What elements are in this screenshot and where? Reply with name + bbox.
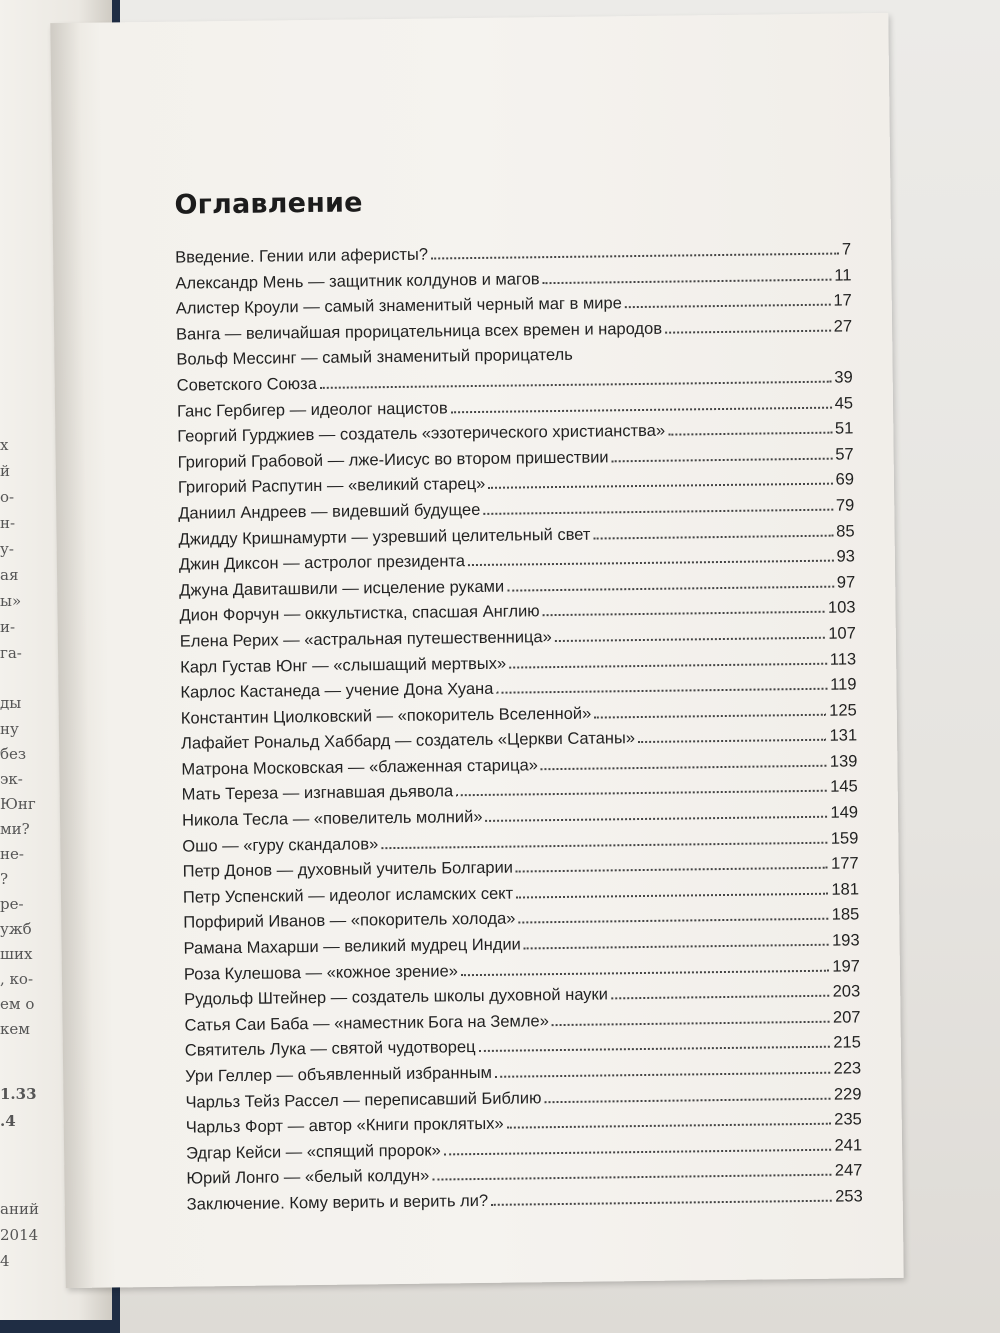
toc-entry-page: 247 (834, 1161, 863, 1181)
toc-entry-title: Александр Мень — защитник колдунов и магов (175, 269, 540, 293)
left-page-fragment: ми? (0, 820, 30, 838)
toc-dot-leader (544, 1097, 831, 1103)
toc-entry-page: 185 (831, 905, 860, 925)
toc-entry-page: 149 (830, 803, 859, 822)
left-page-fragment: эк- (0, 770, 23, 788)
toc-entry-title: Роза Кулешова — «кожное зрение» (183, 961, 459, 984)
left-page-fragment: 4 (0, 1252, 10, 1270)
toc-entry-title: Даниил Андреев — видевший будущее (178, 500, 481, 523)
toc-entry-title: Лафайет Рональд Хаббард — создатель «Церкви Сатаны» (181, 729, 636, 753)
toc-entry-title: Чарльз Форт — автор «Книги проклятых» (185, 1114, 504, 1137)
toc-entry-title: Святитель Лука — святой чудотворец (184, 1038, 476, 1061)
left-page-fragment: , ко- (0, 970, 34, 988)
right-page (50, 13, 903, 1288)
toc-entry-page: 45 (834, 393, 854, 413)
toc-entry-page: 85 (836, 521, 855, 541)
toc-entry-page: 131 (829, 726, 858, 745)
toc-entry-title: Эдгар Кейси — «спящий пророк» (186, 1141, 441, 1163)
toc-entry-page: 103 (827, 598, 856, 618)
toc-dot-leader (488, 483, 832, 489)
toc-entry-title: Никола Тесла — «повелитель молний» (181, 808, 483, 830)
toc-dot-leader (444, 1148, 832, 1155)
toc-dot-leader (543, 278, 832, 284)
left-page-fragment: .4 (0, 1112, 16, 1130)
left-page-fragment: ды (0, 694, 22, 712)
left-page-fragment: ре- (0, 895, 24, 913)
toc-dot-leader (611, 995, 830, 1000)
toc-dot-leader (456, 790, 827, 797)
toc-dot-leader (594, 713, 826, 718)
left-page-fragment: н- (0, 514, 16, 532)
left-page-fragment: без (0, 745, 27, 763)
toc-entry-title: Юрий Лонго — «белый колдун» (186, 1166, 430, 1188)
toc-entry-page: 79 (835, 496, 855, 515)
toc-entry-page: 253 (835, 1187, 863, 1206)
left-page-fragment: х (0, 436, 9, 454)
toc-entry-title: Порфирий Иванов — «покоритель холода» (183, 909, 516, 933)
toc-entry-title: Джидду Кришнамурти — узревший целительный свет (178, 525, 591, 549)
toc-dot-leader (320, 381, 831, 389)
toc-dot-leader (491, 1200, 832, 1206)
toc-entry-page: 113 (829, 649, 857, 669)
toc-entry-page: 39 (834, 368, 853, 387)
left-page-fragment: ших (0, 945, 33, 963)
toc-entry-title: Джуна Давиташвили — исцеление руками (179, 577, 505, 600)
toc-entry-page: 235 (834, 1110, 862, 1129)
left-page-fragment: га- (0, 644, 22, 662)
toc-entry-title: Елена Рерих — «астральная путешественница» (179, 627, 552, 651)
toc-entry-page: 97 (836, 573, 856, 592)
left-page-fragment: кем (0, 1020, 30, 1038)
toc-entry-page: 193 (831, 931, 860, 950)
toc-dot-leader (479, 1046, 831, 1052)
toc-entry-title: Алистер Кроули — самый знаменитый черный маг в мире (175, 294, 622, 318)
toc-dot-leader (495, 1072, 831, 1078)
left-page-fragment: ем о (0, 995, 35, 1013)
toc-entry-title: Георгий Гурджиев — создатель «эзотерического христианства» (177, 421, 666, 446)
toc-entry-page: 11 (834, 265, 852, 285)
toc-entry-page: 119 (830, 675, 857, 694)
table-of-contents (174, 181, 863, 1221)
toc-entry-title: Дион Форчун — оккультистка, спасшая Англию (179, 602, 540, 625)
toc-entry-page: 215 (833, 1033, 861, 1053)
toc-list (175, 240, 863, 1221)
toc-dot-leader (483, 509, 833, 515)
left-page-fragment: ? (0, 870, 9, 888)
toc-entry-title: Сатья Саи Баба — «наместник Бога на Земле» (184, 1011, 549, 1035)
left-page-fragment: и- (0, 618, 16, 636)
toc-dot-leader (668, 432, 832, 436)
toc-entry-page: 241 (834, 1136, 863, 1155)
toc-entry-title: Мать Тереза — изгнавшая дьявола (181, 782, 454, 805)
toc-entry-title: Константин Циолковский — «покоритель Вселенной» (180, 704, 592, 728)
left-page-fragment: ну (0, 720, 19, 738)
toc-entry-title: Рамана Махарши — великий мудрец Индии (183, 935, 521, 958)
toc-entry-page: 125 (829, 701, 857, 720)
toc-dot-leader (555, 637, 826, 642)
toc-dot-leader (431, 253, 839, 260)
toc-entry-title: Ганс Гербигер — идеолог нацистов (176, 398, 448, 421)
toc-entry-title: Введение. Гении или аферисты? (175, 245, 429, 267)
toc-entry-title: Ури Геллер — объявленный избранным (185, 1063, 492, 1086)
toc-entry-page: 223 (833, 1059, 862, 1078)
toc-entry-title: Петр Донов — духовный учитель Болгарии (182, 858, 514, 881)
toc-entry-page: 27 (833, 317, 853, 336)
toc-entry-page: 93 (836, 547, 855, 566)
toc-dot-leader (432, 1174, 832, 1181)
toc-dot-leader (524, 944, 829, 950)
toc-dot-leader (612, 457, 833, 462)
toc-dot-leader (381, 841, 828, 848)
toc-entry-title: Петр Успенский — идеолог исламских сект (182, 884, 514, 907)
toc-entry-page: 197 (832, 956, 860, 976)
toc-entry-title: Советского Союза (176, 374, 317, 395)
toc-dot-leader (461, 969, 829, 976)
toc-dot-leader (516, 867, 828, 873)
toc-dot-leader (552, 1021, 830, 1026)
toc-dot-leader (507, 1123, 832, 1129)
toc-dot-leader (451, 406, 832, 413)
toc-entry-page: 139 (829, 752, 858, 771)
left-page-fragment: ая (0, 566, 19, 584)
toc-dot-leader (486, 816, 828, 822)
toc-entry-title: Джин Диксон — астролог президента (178, 552, 466, 574)
toc-dot-leader (638, 739, 827, 743)
toc-entry-page: 7 (841, 240, 852, 259)
toc-entry-page: 69 (835, 470, 855, 489)
toc-entry-title: Карл Густав Юнг — «слышащий мертвых» (180, 654, 507, 677)
toc-entry-title: Григорий Грабовой — лже-Иисус во втором пришествии (177, 448, 609, 472)
left-page-fragment: не- (0, 845, 24, 863)
left-page-fragment: ужб (0, 920, 32, 938)
toc-dot-leader (543, 611, 825, 616)
left-page-fragment: 1.33 (0, 1085, 37, 1103)
toc-entry-page: 203 (832, 982, 861, 1001)
toc-dot-leader (665, 329, 831, 333)
toc-entry-title: Карлос Кастанеда — учение Дона Хуана (180, 679, 494, 702)
toc-entry-page: 17 (833, 291, 852, 310)
left-page-fragment: й (0, 462, 10, 480)
toc-entry-title: Чарльз Тейз Рассел — переписавший Библию (185, 1088, 542, 1112)
toc-entry-page: 57 (835, 445, 854, 464)
toc-dot-leader (468, 560, 834, 566)
toc-entry-page: 51 (834, 419, 854, 438)
left-page-fragment: аний (0, 1200, 39, 1218)
left-page-fragment: 2014 (0, 1226, 39, 1244)
toc-entry-title: Заключение. Кому верить и верить ли? (186, 1191, 489, 1214)
toc-entry-title: Рудольф Штейнер — создатель школы духовной науки (184, 985, 609, 1009)
toc-dot-leader (518, 918, 828, 924)
toc-entry-title: Ванга — величайшая прорицательница всех времен и народов (176, 319, 663, 344)
toc-entry-page: 107 (828, 624, 856, 643)
toc-entry-title: Ошо — «гуру скандалов» (182, 834, 379, 856)
toc-dot-leader (496, 688, 827, 694)
left-page-fragment: Юнг (0, 795, 36, 813)
toc-entry-page: 177 (830, 854, 859, 873)
toc-dot-leader (516, 893, 828, 899)
toc-dot-leader (541, 765, 827, 770)
toc-entry-title: Матрона Московская — «блаженная старица» (181, 756, 538, 779)
toc-entry-page: 181 (831, 880, 860, 899)
toc-entry-title: Григорий Распутин — «великий старец» (177, 475, 486, 497)
toc-entry-page: 229 (833, 1084, 862, 1104)
left-page-fragment: о- (0, 488, 15, 506)
toc-entry-page: 145 (830, 777, 858, 797)
left-page-fragment: у- (0, 540, 14, 558)
toc-dot-leader (507, 585, 834, 591)
toc-entry-page: 207 (832, 1008, 861, 1027)
toc-dot-leader (509, 662, 827, 668)
toc-title: Оглавление (174, 187, 363, 221)
toc-entry-title: Вольф Мессинг — самый знаменитый прорицатель (176, 346, 573, 370)
toc-entry-page: 159 (830, 829, 859, 848)
left-page-fragment: ы» (0, 592, 22, 610)
toc-dot-leader (593, 534, 833, 539)
toc-dot-leader (625, 304, 831, 309)
